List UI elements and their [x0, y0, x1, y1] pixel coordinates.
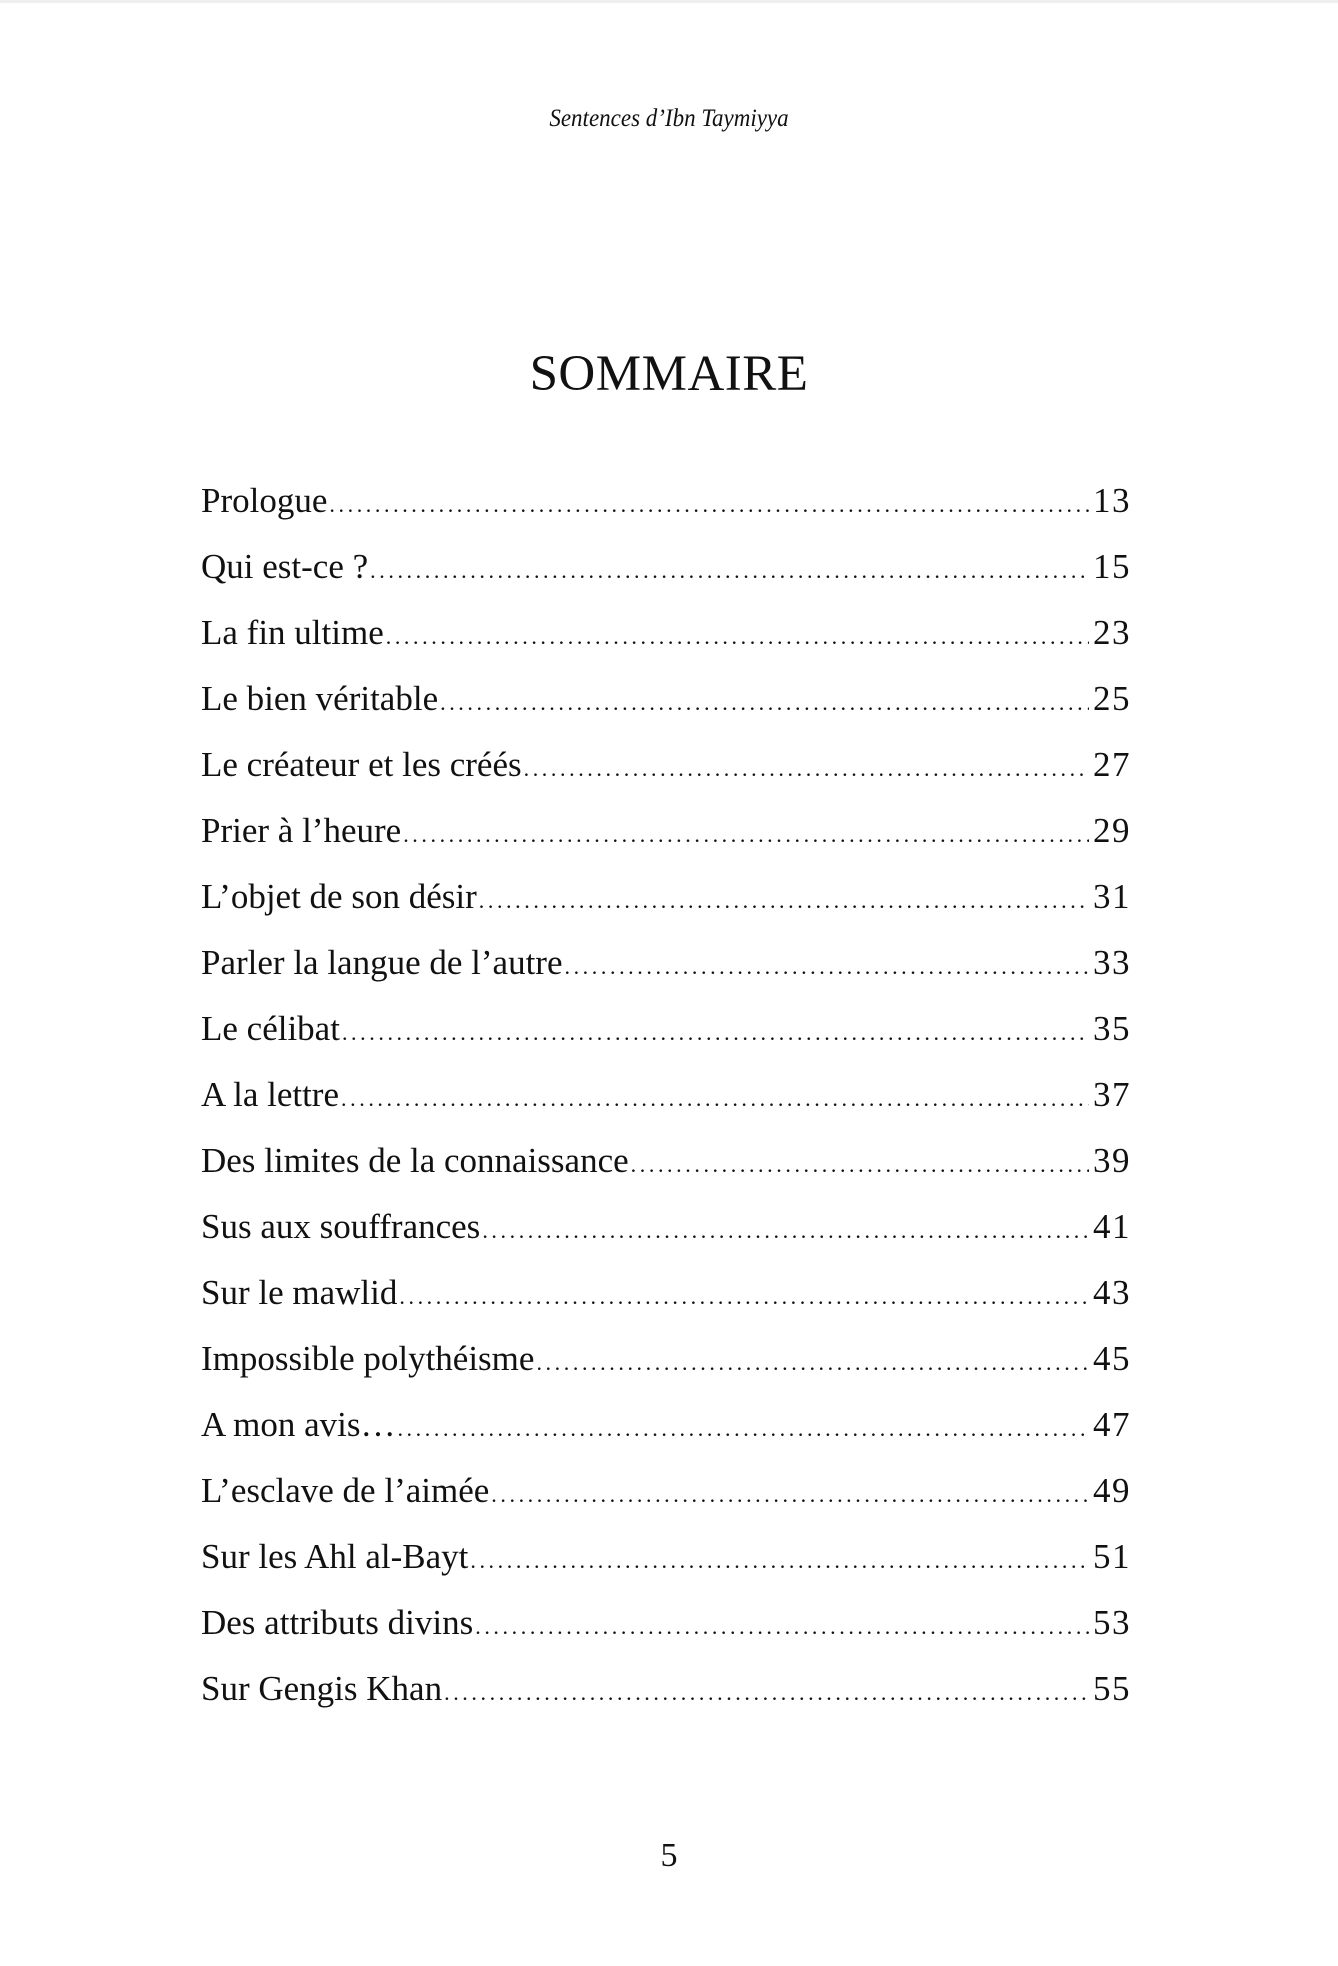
dot-leader — [482, 1207, 1089, 1255]
toc-entry-sur-gengis-khan[interactable] — [201, 1665, 1131, 1731]
toc-entry-a-la-lettre[interactable] — [201, 1071, 1131, 1137]
toc-entry-le-createur[interactable] — [201, 741, 1131, 807]
toc-entry-parler-la-langue[interactable] — [201, 939, 1131, 1005]
toc-entry-des-attributs-divins[interactable] — [201, 1599, 1131, 1665]
toc-entry-label: L’objet de son désir — [201, 877, 477, 916]
toc-entry-page: 31 — [1093, 877, 1131, 916]
toc-entry-label: Prier à l’heure — [201, 811, 402, 850]
dot-leader — [631, 1141, 1089, 1189]
toc-entry-page: 47 — [1093, 1405, 1131, 1444]
running-head: Sentences d’Ibn Taymiyya — [549, 105, 789, 132]
page-number: 5 — [660, 1837, 678, 1874]
toc-entry-le-celibat[interactable] — [201, 1005, 1131, 1071]
page-title: SOMMAIRE — [529, 346, 809, 402]
dot-leader — [342, 1009, 1089, 1057]
toc-entry-page: 27 — [1093, 745, 1131, 784]
dot-leader — [564, 943, 1089, 991]
toc-entry-label: Qui est-ce ? — [201, 547, 369, 586]
toc-entry-page: 13 — [1093, 481, 1131, 520]
dot-leader — [397, 1405, 1089, 1453]
toc-entry-page: 45 — [1093, 1339, 1131, 1378]
toc-entry-page: 39 — [1093, 1141, 1131, 1180]
toc-entry-page: 33 — [1093, 943, 1131, 982]
toc-entry-page: 55 — [1093, 1669, 1131, 1708]
top-edge — [0, 0, 1338, 3]
toc-entry-sur-les-ahl-al-bayt[interactable] — [201, 1533, 1131, 1599]
dot-leader — [399, 1273, 1089, 1321]
toc-entry-page: 29 — [1093, 811, 1131, 850]
dot-leader — [524, 745, 1089, 793]
toc-entry-label: Impossible polythéisme — [201, 1339, 535, 1378]
toc-entry-label: Sur les Ahl al-Bayt — [201, 1537, 469, 1576]
toc-entry-label: La fin ultime — [201, 613, 384, 652]
toc-entry-page: 25 — [1093, 679, 1131, 718]
toc-entry-label: Des attributs divins — [201, 1603, 474, 1642]
toc-entry-page: 23 — [1093, 613, 1131, 652]
dot-leader — [536, 1339, 1089, 1387]
toc-entry-label: A mon avis… — [201, 1405, 396, 1444]
toc-entry-page: 53 — [1093, 1603, 1131, 1642]
toc-entry-sur-le-mawlid[interactable] — [201, 1269, 1131, 1335]
toc-entry-page: 37 — [1093, 1075, 1131, 1114]
toc-entry-page: 15 — [1093, 547, 1131, 586]
toc-entry-lesclave-de-laimee[interactable] — [201, 1467, 1131, 1533]
toc-entry-page: 41 — [1093, 1207, 1131, 1246]
toc-entry-label: Le célibat — [201, 1009, 340, 1048]
toc-entry-label: L’esclave de l’aimée — [201, 1471, 490, 1510]
toc-entry-page: 49 — [1093, 1471, 1131, 1510]
toc-entry-le-bien-veritable[interactable] — [201, 675, 1131, 741]
toc-entry-a-mon-avis[interactable] — [201, 1401, 1131, 1467]
toc-entry-label: Sur Gengis Khan — [201, 1669, 443, 1708]
toc-entry-impossible-polytheisme[interactable] — [201, 1335, 1131, 1401]
toc-entry-la-fin-ultime[interactable] — [201, 609, 1131, 675]
toc-entry-page: 51 — [1093, 1537, 1131, 1576]
toc-entry-label: Des limites de la connaissance — [201, 1141, 629, 1180]
toc-entry-page: 35 — [1093, 1009, 1131, 1048]
toc-entry-lobjet-de-son-desir[interactable] — [201, 873, 1131, 939]
dot-leader — [370, 547, 1089, 595]
table-of-contents — [201, 477, 1131, 1731]
toc-entry-prier-a-lheure[interactable] — [201, 807, 1131, 873]
dot-leader — [491, 1471, 1089, 1519]
dot-leader — [475, 1603, 1089, 1651]
toc-entry-label: Le bien véritable — [201, 679, 439, 718]
toc-entry-label: Sur le mawlid — [201, 1273, 398, 1312]
dot-leader — [479, 877, 1089, 925]
dot-leader — [403, 811, 1089, 859]
dot-leader — [440, 679, 1089, 727]
toc-entry-sus-aux-souffrances[interactable] — [201, 1203, 1131, 1269]
toc-entry-label: Prologue — [201, 481, 328, 520]
toc-entry-page: 43 — [1093, 1273, 1131, 1312]
toc-entry-label: Le créateur et les créés — [201, 745, 522, 784]
toc-entry-label: Parler la langue de l’autre — [201, 943, 563, 982]
toc-entry-prologue[interactable] — [201, 477, 1131, 543]
toc-entry-label: Sus aux souffrances — [201, 1207, 481, 1246]
dot-leader — [329, 481, 1089, 529]
dot-leader — [386, 613, 1089, 661]
toc-entry-label: A la lettre — [201, 1075, 340, 1114]
toc-entry-des-limites[interactable] — [201, 1137, 1131, 1203]
dot-leader — [444, 1669, 1089, 1717]
toc-entry-qui-est-ce[interactable] — [201, 543, 1131, 609]
dot-leader — [470, 1537, 1089, 1585]
dot-leader — [341, 1075, 1089, 1123]
